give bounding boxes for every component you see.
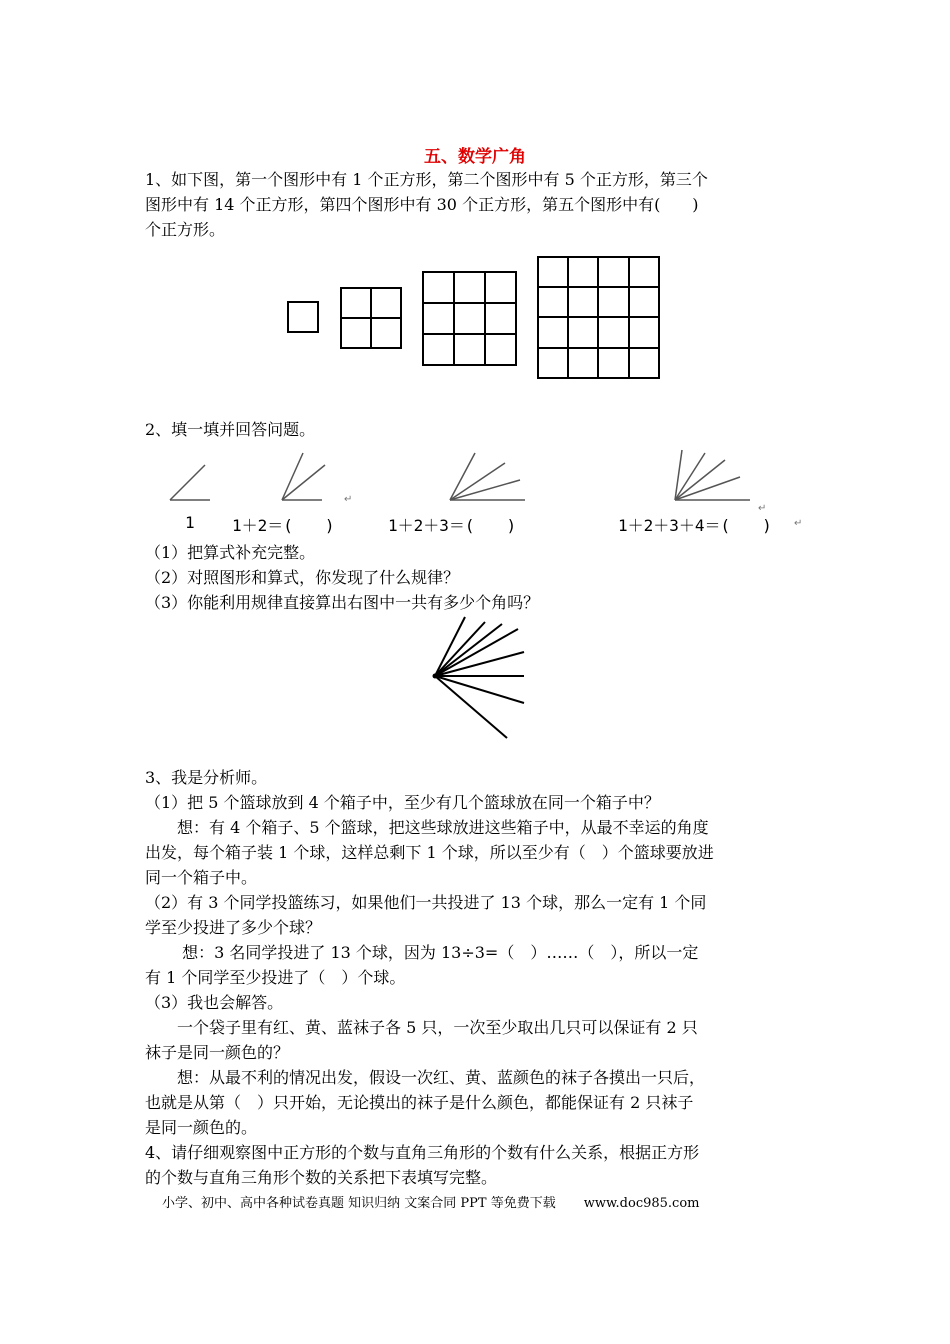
- q1-line-1: 1、如下图，第一个图形中有 1 个正方形，第二个图形中有 5 个正方形，第三个: [145, 170, 708, 189]
- angle-figure-4: [675, 450, 750, 500]
- equation-2: 1＋2＝( ): [232, 516, 335, 535]
- q4-line-1: 4、请仔细观察图中正方形的个数与直角三角形的个数有什么关系，根据正方形: [145, 1143, 700, 1162]
- q2-heading: 2、填一填并回答问题。: [145, 420, 316, 439]
- q3-paragraph-line: （3）我也会解答。: [145, 993, 284, 1012]
- q3-paragraph-line: 是同一颜色的。: [145, 1118, 258, 1137]
- square-grid-2x2: [341, 288, 401, 348]
- return-mark: ↵: [794, 518, 803, 529]
- q3-heading: 3、我是分析师。: [145, 768, 268, 787]
- footer-website-link[interactable]: www.doc985.com: [583, 1196, 700, 1211]
- angle-figures: [160, 445, 770, 515]
- q3-paragraph-line: 出发，每个箱子装 1 个球，这样总剩下 1 个球，所以至少有（ ）个篮球要放进: [145, 843, 714, 862]
- page-title: 五、数学广角: [424, 147, 526, 167]
- equation-3: 1＋2＋3＝( ): [388, 516, 517, 535]
- equation-1: 1: [185, 513, 195, 532]
- q4-line-2: 的个数与直角三角形个数的关系把下表填写完整。: [145, 1168, 498, 1187]
- square-grid-4x4: [538, 257, 659, 378]
- q2-sub-1: （1）把算式补充完整。: [145, 543, 316, 562]
- square-grid-1x1: [288, 302, 318, 332]
- q2-sub-3: （3）你能利用规律直接算出右图中一共有多少个角吗？: [145, 593, 540, 612]
- q3-paragraph-line: （1）把 5 个篮球放到 4 个箱子中，至少有几个篮球放在同一个箱子中？: [145, 793, 660, 812]
- page-footer: [162, 1192, 699, 1211]
- q3-paragraph-line: 有 1 个同学至少投进了（ ）个球。: [145, 968, 406, 987]
- q3-paragraph-line: 想：有 4 个箱子、5 个篮球，把这些球放进这些箱子中，从最不幸运的角度: [145, 818, 709, 837]
- square-grid-3x3: [423, 272, 516, 365]
- q3-paragraph-line: 学至少投进了多少个球？: [145, 918, 322, 937]
- return-mark: ↵: [344, 494, 353, 505]
- q3-paragraph-line: 想：3 名同学投进了 13 个球，因为 13÷3=（ ）……（ ），所以一定: [145, 943, 699, 962]
- squares-figure: [280, 250, 670, 390]
- q1-line-3: 个正方形。: [145, 220, 226, 239]
- angle-figure-1: [170, 465, 210, 500]
- q3-paragraph-line: 一个袋子里有红、黄、蓝袜子各 5 只，一次至少取出几只可以保证有 2 只: [145, 1018, 698, 1037]
- q3-paragraph-line: 同一个箱子中。: [145, 868, 258, 887]
- angle-figure-3: [450, 453, 525, 500]
- q2-sub-2: （2）对照图形和算式，你发现了什么规律？: [145, 568, 460, 587]
- q3-paragraph-line: （2）有 3 个同学投篮练习，如果他们一共投进了 13 个球，那么一定有 1 个同: [145, 893, 707, 912]
- q1-line-2: 图形中有 14 个正方形，第四个图形中有 30 个正方形，第五个图形中有( ): [145, 195, 699, 214]
- q3-paragraph-line: 想：从最不利的情况出发，假设一次红、黄、蓝颜色的袜子各摸出一只后，: [145, 1068, 706, 1087]
- footer-text: 小学、初中、高中各种试卷真题 知识归纳 文案合同 PPT 等免费下载: [162, 1196, 556, 1211]
- q3-paragraph-line: 袜子是同一颜色的？: [145, 1043, 290, 1062]
- angle-figure-2: [282, 453, 325, 500]
- q3-paragraph-line: 也就是从第（ ）只开始，无论摸出的袜子是什么颜色，都能保证有 2 只袜子: [145, 1093, 694, 1112]
- return-mark: ↵: [758, 503, 767, 514]
- equation-4: 1＋2＋3＋4＝( ): [618, 516, 772, 535]
- fan-angle-figure: [420, 612, 540, 747]
